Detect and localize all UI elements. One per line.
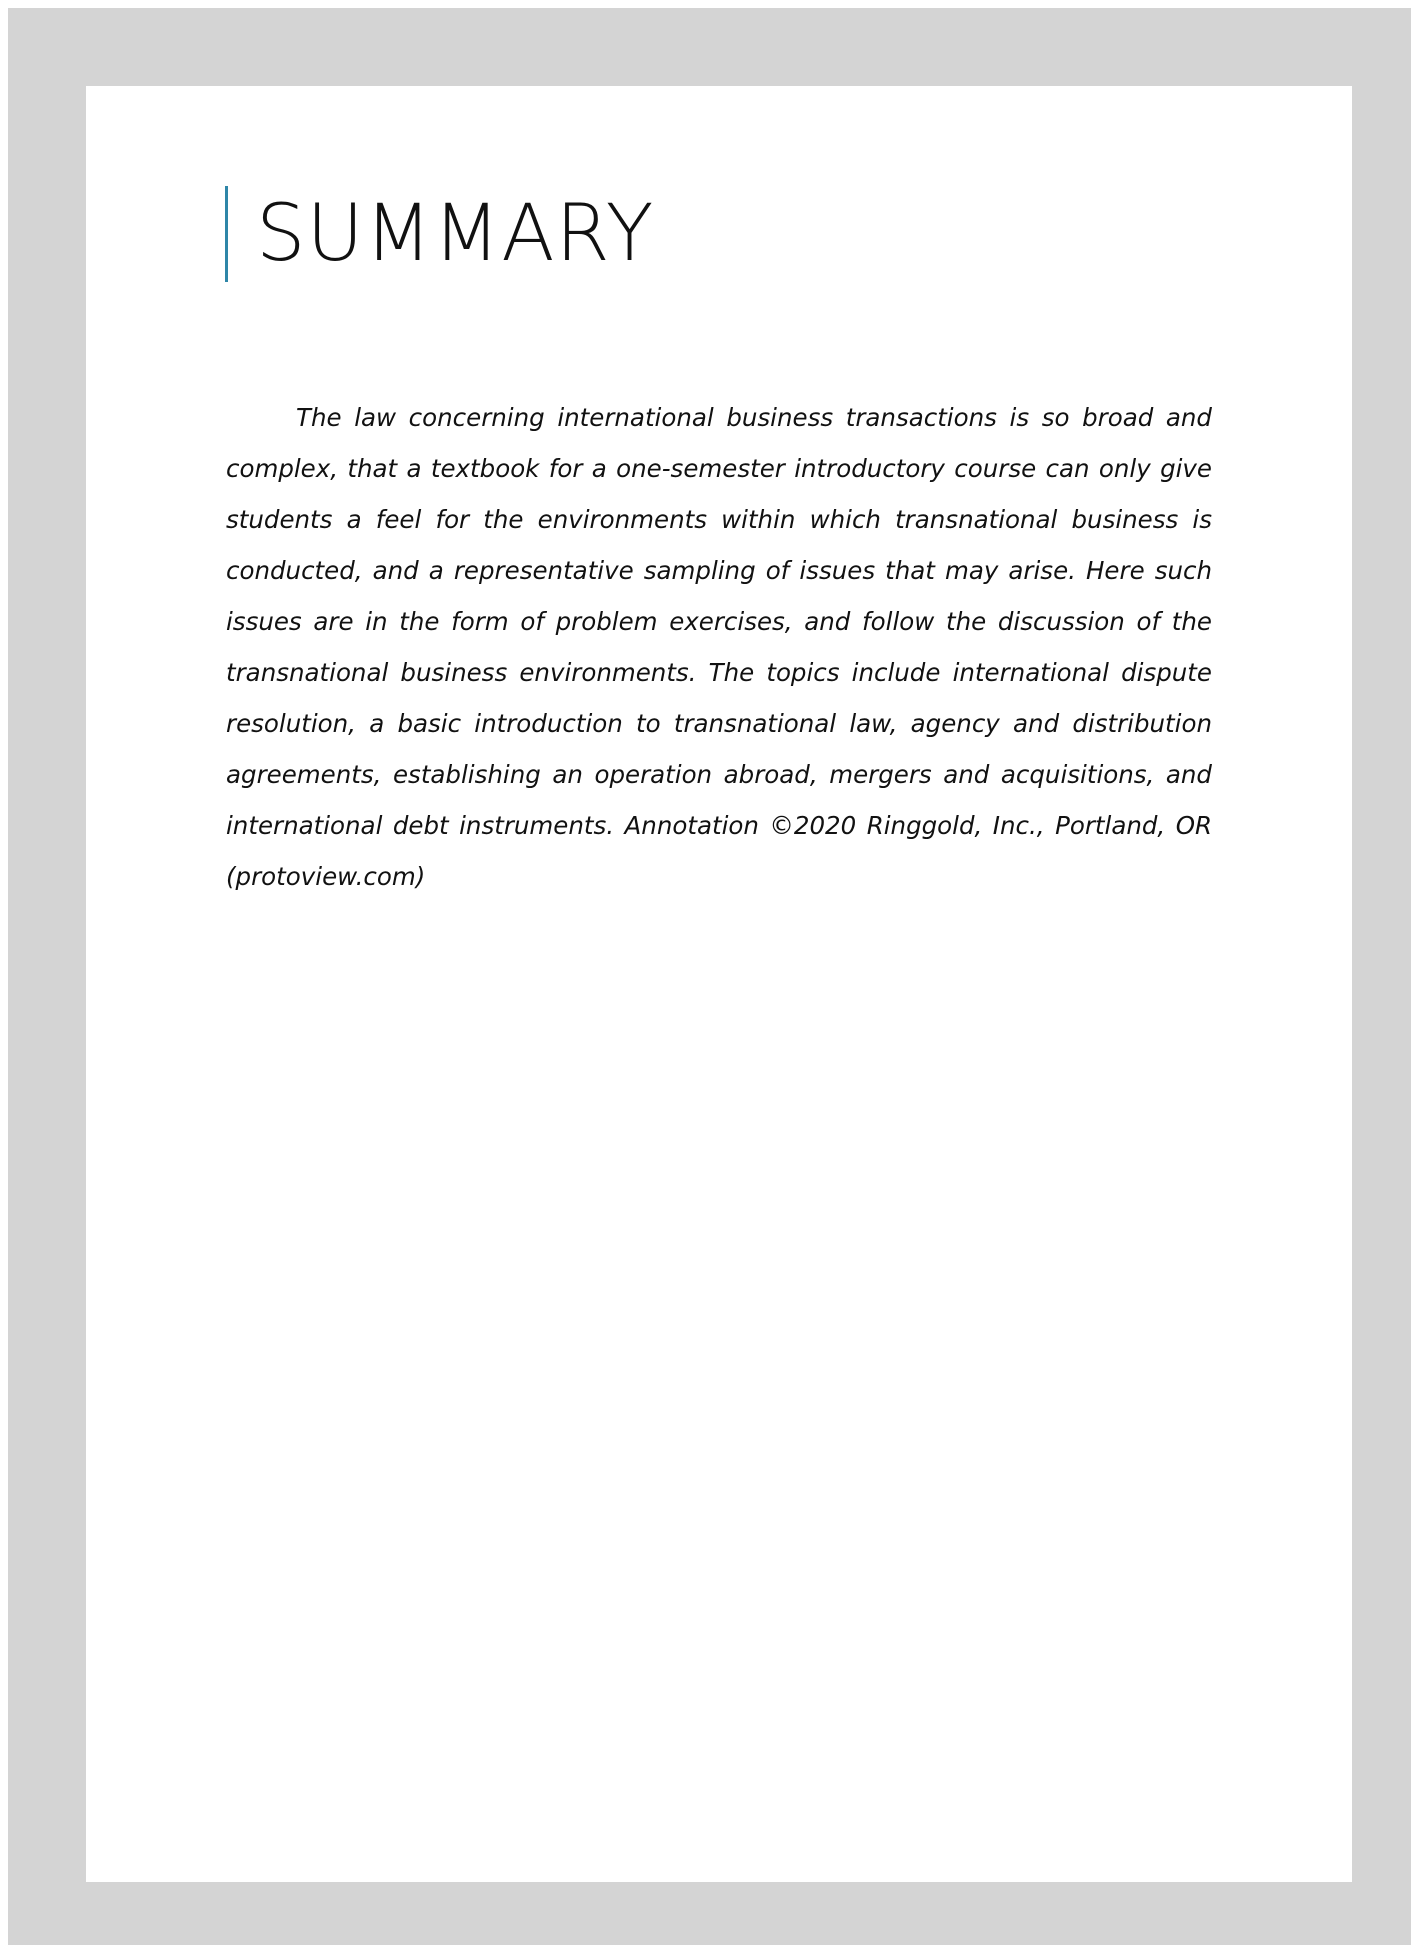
summary-paragraph: The law concerning international business transactions is so broad and complex, that a textbook for a one-semester introductory course can only give students a feel for the environments within which transnational business is conducted, and a representative sampling of issues that may arise. Here such issues are in the form of problem exercises, and follow the discussion of the transnational business environments. The topics include international dispute resolution, a basic introduction to transnational law, agency and distribution agreements, establishing an operation abroad, mergers and acquisitions, and international debt instruments. Annotation ©2020 Ringgold, Inc., Portland, OR (protoview.com) — [226, 403, 1212, 891]
document-page — [86, 86, 1352, 1882]
page-frame — [8, 8, 1411, 1945]
heading-title: SUMMARY — [256, 189, 655, 279]
page-heading — [225, 186, 654, 282]
